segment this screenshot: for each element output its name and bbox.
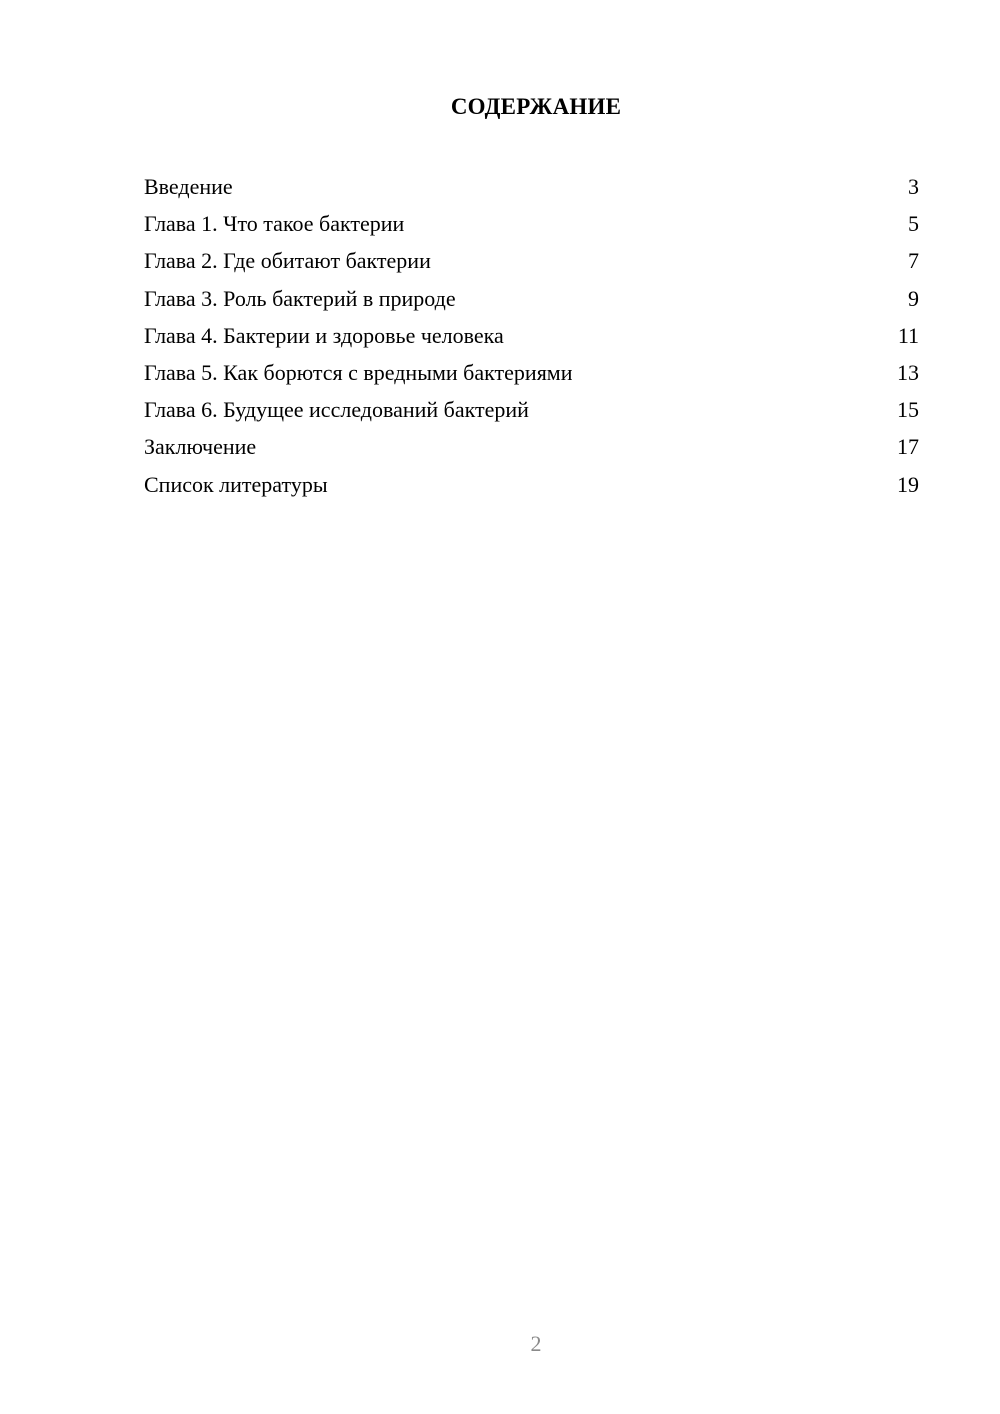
toc-entry-chapter-6 bbox=[144, 391, 919, 428]
toc-entry-page: 17 bbox=[897, 434, 919, 460]
toc-entry-label: Введение bbox=[144, 174, 233, 199]
toc-entry-introduction bbox=[144, 168, 919, 205]
toc-entry-references bbox=[144, 466, 919, 503]
toc-entry-label: Список литературы bbox=[144, 471, 328, 497]
toc-entry-page: 11 bbox=[897, 322, 919, 348]
toc-entry-label: Глава 1. Что такое бактерии bbox=[144, 211, 405, 237]
toc-entry-label: Глава 4. Бактерии и здоровье человека bbox=[144, 322, 504, 348]
table-of-contents bbox=[144, 168, 919, 503]
toc-entry-chapter-2 bbox=[144, 242, 919, 279]
toc-entry-page: 7 bbox=[908, 248, 919, 274]
toc-entry-page: 9 bbox=[908, 285, 919, 311]
toc-entry-page: 5 bbox=[908, 211, 919, 237]
toc-entry-conclusion bbox=[144, 428, 919, 465]
page-title: СОДЕРЖАНИЕ bbox=[450, 94, 622, 119]
toc-entry-chapter-4 bbox=[144, 317, 919, 354]
toc-entry-label: Глава 6. Будущее исследований бактерий bbox=[144, 397, 529, 423]
toc-entry-label: Глава 3. Роль бактерий в природе bbox=[144, 285, 456, 311]
toc-entry-label: Заключение bbox=[144, 434, 257, 460]
page-number: 2 bbox=[530, 1331, 542, 1356]
toc-entry-page: 15 bbox=[897, 397, 919, 423]
toc-entry-label: Глава 5. Как борются с вредными бактериями bbox=[144, 359, 573, 385]
toc-entry-page: 13 bbox=[897, 359, 919, 385]
toc-entry-label: Глава 2. Где обитают бактерии bbox=[144, 248, 431, 274]
toc-entry-chapter-5 bbox=[144, 354, 919, 391]
toc-entry-chapter-3 bbox=[144, 280, 919, 317]
toc-entry-page: 3 bbox=[908, 174, 919, 199]
toc-entry-page: 19 bbox=[897, 471, 919, 497]
toc-entry-chapter-1 bbox=[144, 205, 919, 242]
